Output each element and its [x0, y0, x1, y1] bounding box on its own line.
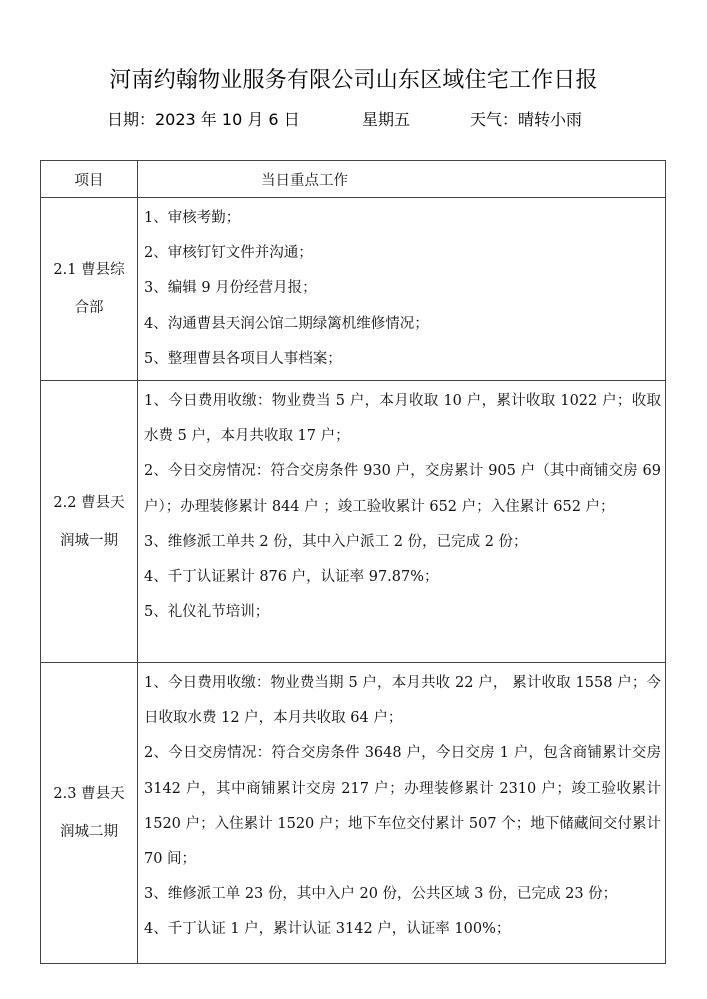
project-name: 2.1 曹县综合部 — [41, 198, 138, 381]
daily-report-table — [40, 160, 666, 964]
header-project: 项目 — [41, 161, 138, 198]
work-item: 2、审核钉钉文件并沟通； — [144, 245, 313, 262]
work-list — [138, 198, 666, 381]
report-date: 日期：2023 年 10 月 6 日 — [107, 110, 300, 129]
report-weekday: 星期五 — [362, 110, 411, 129]
work-item: 4、沟通曹县天润公馆二期绿篱机维修情况； — [144, 315, 429, 332]
work-item: 2、今日交房情况：符合交房条件 930 户，交房累计 905 户（其中商铺交房 69 户）；办理装修累计 844 户 ；竣工验收累计 652 户；入住累计 652 户； — [144, 463, 661, 515]
header-work: 当日重点工作 — [138, 161, 666, 198]
work-item: 3、维修派工单 23 份，其中入户 20 份，公共区域 3 份，已完成 23 份； — [144, 886, 618, 903]
work-item: 5、整理曹县各项目人事档案； — [144, 350, 342, 367]
work-item: 5、礼仪礼节培训； — [144, 604, 270, 621]
work-item: 2、今日交房情况：符合交房条件 3648 户，今日交房 1 户，包含商铺累计交房 3142 户，其中商铺累计交房 217 户；办理装修累计 2310 户；竣工验收累计 1520 户；入住累计 1520 户；地下车位交付累计 507 个；地下储藏间交付累计 70 间； — [144, 745, 661, 868]
project-name: 2.3 曹县天润城二期 — [41, 663, 138, 964]
report-weather: 天气：晴转小雨 — [470, 110, 583, 129]
table-row — [41, 198, 666, 381]
table-row — [41, 381, 666, 663]
project-name: 2.2 曹县天润城一期 — [41, 381, 138, 663]
work-item: 3、维修派工单共 2 份，其中入户派工 2 份，已完成 2 份； — [144, 533, 528, 550]
work-item: 1、审核考勤； — [144, 210, 241, 226]
table-row — [41, 663, 666, 964]
report-title: 河南约翰物业服务有限公司山东区域住宅工作日报 — [109, 68, 598, 93]
work-list — [138, 381, 666, 663]
work-item: 4、千丁认证 1 户，累计认证 3142 户，认证率 100%； — [144, 921, 511, 938]
work-item: 1、今日费用收缴：物业费当期 5 户，本月共收 22 户， 累计收取 1558 户；今日收取水费 12 户，本月共收取 64 户； — [144, 675, 661, 727]
work-item: 1、今日费用收缴：物业费当 5 户，本月收取 10 户，累计收取 1022 户；收取水费 5 户，本月共收取 17 户； — [144, 393, 661, 445]
table-header-row — [41, 161, 666, 198]
work-item: 4、千丁认证累计 876 户，认证率 97.87%； — [144, 569, 439, 586]
work-item: 3、编辑 9 月份经营月报； — [144, 280, 317, 297]
work-list — [138, 663, 666, 964]
